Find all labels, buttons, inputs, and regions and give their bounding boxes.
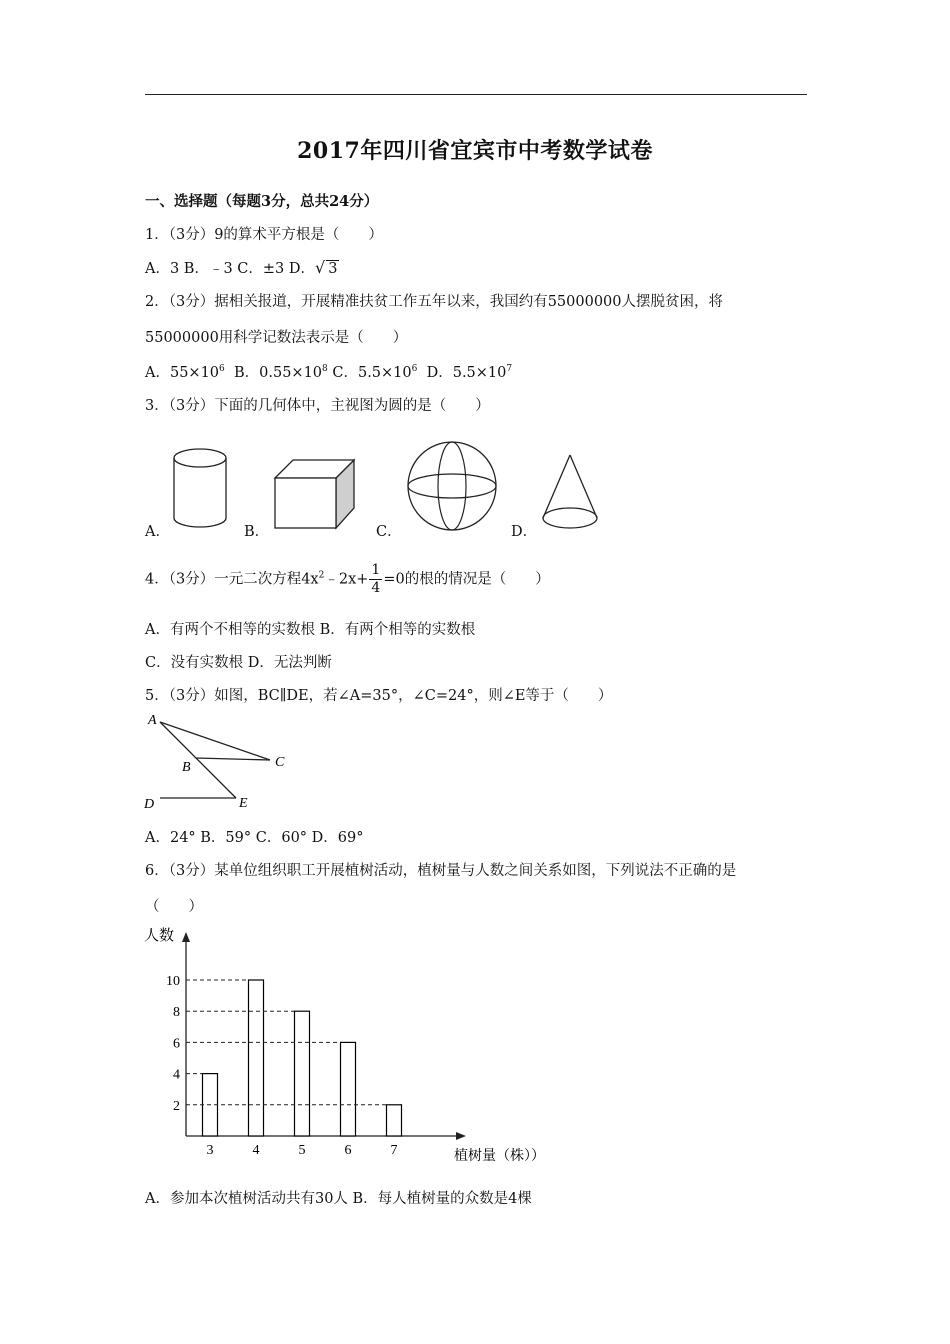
sphere-icon <box>404 440 500 534</box>
bar <box>387 1105 402 1136</box>
q2-option-c: C．5.5×10 <box>327 365 412 381</box>
bar <box>249 980 264 1136</box>
q4-options-line1: A．有两个不相等的实数根 B．有两个相等的实数根 <box>145 622 476 638</box>
q4-frac-num: 1 <box>371 562 381 578</box>
x-axis-arrow <box>456 1132 466 1140</box>
cube-icon <box>270 452 360 534</box>
x-tick-label: 5 <box>298 1143 306 1158</box>
x-tick-label: 4 <box>252 1143 260 1158</box>
y-axis-arrow <box>182 932 190 942</box>
q4-stem-pre: 4．（3分）一元二次方程4x <box>145 571 319 588</box>
x-tick-label: 6 <box>344 1143 352 1158</box>
q4-stem-mid: ﹣2x+ <box>324 571 369 588</box>
q6-stem-line2: （ ） <box>145 899 203 915</box>
q2-exp-a: 6 <box>219 364 225 374</box>
q2-option-a: A．55×10 <box>145 365 220 381</box>
cone-icon <box>538 452 602 534</box>
q1-options: A．3 B．﹣3 C．±3 D．√ 3 <box>145 258 338 277</box>
y-tick-label: 2 <box>173 1098 180 1114</box>
q2-option-b: B．0.55×10 <box>224 365 323 381</box>
bar <box>341 1042 356 1136</box>
y-tick-label: 10 <box>166 974 180 989</box>
q3-option-c: C． <box>376 524 402 540</box>
chart-xlabel: 植树量（株）） <box>454 1149 545 1164</box>
q4-stem <box>145 562 550 597</box>
q3-option-d: D． <box>511 524 538 540</box>
q4-exp: 2 <box>318 570 325 581</box>
q6-stem-line1: 6．（3分）某单位组织职工开展植树活动，植树量与人数之间关系如图，下列说法不正确的是 <box>145 863 737 879</box>
q1-options-text: A．3 B．﹣3 C．±3 D． <box>145 261 315 277</box>
q3-option-a: A． <box>145 524 170 540</box>
q2-exp-b: 8 <box>322 364 328 374</box>
q6-options-line1: A．参加本次植树活动共有30人 B．每人植树量的众数是4棵 <box>145 1191 532 1207</box>
q4-options-line2: C．没有实数根 D．无法判断 <box>145 655 332 671</box>
header-rule <box>145 94 807 95</box>
q4-fraction <box>369 562 382 597</box>
q4-stem-post: =0的根的情况是（ ） <box>383 571 550 588</box>
q5-stem: 5．（3分）如图，BC∥DE，若∠A=35°，∠C=24°，则∠E等于（ ） <box>145 688 613 704</box>
q2-stem-line1: 2．（3分）据相关报道，开展精准扶贫工作五年以来，我国约有55000000人摆脱贫困，将 <box>145 294 724 310</box>
bar <box>295 1011 310 1136</box>
q1-stem: 1．（3分）9的算术平方根是（ ） <box>145 227 383 243</box>
x-tick-label: 7 <box>390 1143 398 1158</box>
q5-label-e: E <box>239 796 248 811</box>
q5-figure <box>140 708 300 814</box>
page-title: 2017年四川省宜宾市中考数学试卷 <box>297 138 653 164</box>
q4-frac-den: 4 <box>371 580 381 596</box>
q2-options <box>145 361 512 382</box>
q5-options: A．24° B．59° C．60° D．69° <box>145 830 364 846</box>
cylinder-icon <box>168 446 236 534</box>
q1-sqrt-arg: 3 <box>328 261 338 277</box>
y-tick-label: 8 <box>173 1005 180 1021</box>
chart-ylabel: 人数 <box>144 928 175 944</box>
q6-bar-chart <box>140 922 580 1170</box>
q3-stem: 3．（3分）下面的几何体中，主视图为圆的是（ ） <box>145 398 490 414</box>
q5-label-b: B <box>182 760 191 775</box>
y-tick-label: 6 <box>173 1036 180 1052</box>
chart-layer <box>166 932 466 1158</box>
q5-label-a: A <box>148 713 157 728</box>
q2-exp-d: 7 <box>506 364 513 374</box>
x-tick-label: 3 <box>206 1143 214 1158</box>
q2-stem-line2: 55000000用科学记数法表示是（ ） <box>145 330 408 346</box>
q3-option-b: B． <box>244 524 270 540</box>
q5-label-d: D <box>144 797 155 812</box>
section-heading: 一、选择题（每题3分，总共24分） <box>145 193 379 210</box>
q5-label-c: C <box>275 755 285 770</box>
q2-option-d: D．5.5×10 <box>417 365 507 381</box>
y-tick-label: 4 <box>173 1067 180 1083</box>
q2-exp-c: 6 <box>411 364 418 374</box>
